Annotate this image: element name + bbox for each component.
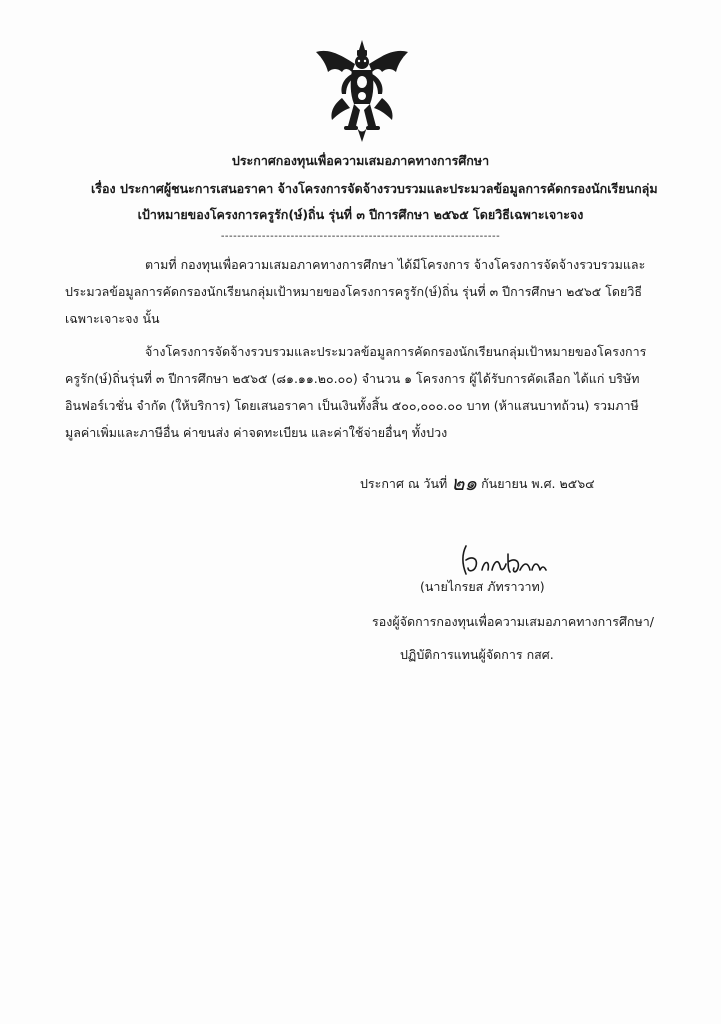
paragraph-2-line-4: มูลค่าเพิ่มและภาษีอื่น ค่าขนส่ง ค่าจดทะเบียน และค่าใช้จ่ายอื่นๆ ทั้งปวง (65, 425, 448, 440)
signatory-position-2: ปฏิบัติการแทนผู้จัดการ กสศ. (400, 647, 554, 662)
announce-day: ๒๑ (451, 471, 478, 495)
garuda-emblem-icon (312, 38, 412, 146)
announce-month-year: กันยายน พ.ศ. ๒๕๖๔ (481, 476, 595, 491)
announcement-title: ประกาศกองทุนเพื่อความเสมอภาคทางการศึกษา (231, 153, 490, 168)
signatory-position-1: รองผู้จัดการกองทุนเพื่อความเสมอภาคทางการศึกษา/ (372, 614, 654, 629)
paragraph-1-line-3: เฉพาะเจาะจง นั้น (65, 311, 160, 326)
subject-line-1: เรื่อง ประกาศผู้ชนะการเสนอราคา จ้างโครงการจัดจ้างรวบรวมและประมวลข้อมูลการคัดกรองนักเรียนกลุ่ม (91, 181, 658, 196)
announce-prefix: ประกาศ ณ วันที่ (360, 476, 448, 491)
announce-date (360, 471, 595, 495)
paragraph-2-line-1: จ้างโครงการจัดจ้างรวบรวมและประมวลข้อมูลการคัดกรองนักเรียนกลุ่มเป้าหมายของโครงการ (145, 344, 647, 359)
paragraph-2-line-3: อินฟอร์เวชั่น จำกัด (ให้บริการ) โดยเสนอราคา เป็นเงินทั้งสิ้น ๕๐๐,๐๐๐.๐๐ บาท (ห้าแสนบาทถ้วน) รวมภาษี (65, 398, 639, 413)
subject-line-2: เป้าหมายของโครงการครูรัก(ษ์)ถิ่น รุ่นที่ ๓ ปีการศึกษา ๒๕๖๕ โดยวิธีเฉพาะเจาะจง (137, 207, 584, 222)
paragraph-2-line-2: ครูรัก(ษ์)ถิ่นรุ่นที่ ๓ ปีการศึกษา ๒๕๖๕ (๘๑.๑๑.๒๐.๐๐) จำนวน ๑ โครงการ ผู้ได้รับการคัดเลือก ได้แก่ บริษัท (65, 371, 640, 386)
paragraph-1-line-2: ประมวลข้อมูลการคัดกรองนักเรียนกลุ่มเป้าหมายของโครงการครูรัก(ษ์)ถิ่น รุ่นที่ ๓ ปีการศึกษา ๒๕๖๕ โดยวิธี (65, 284, 643, 299)
signatory-name: (นายไกรยส ภัทราวาท) (420, 579, 545, 594)
separator-line: -------------------------------------------------------------------- (220, 231, 501, 242)
paragraph-1-line-1: ตามที่ กองทุนเพื่อความเสมอภาคทางการศึกษา ได้มีโครงการ จ้างโครงการจัดจ้างรวบรวมและ (145, 257, 646, 272)
